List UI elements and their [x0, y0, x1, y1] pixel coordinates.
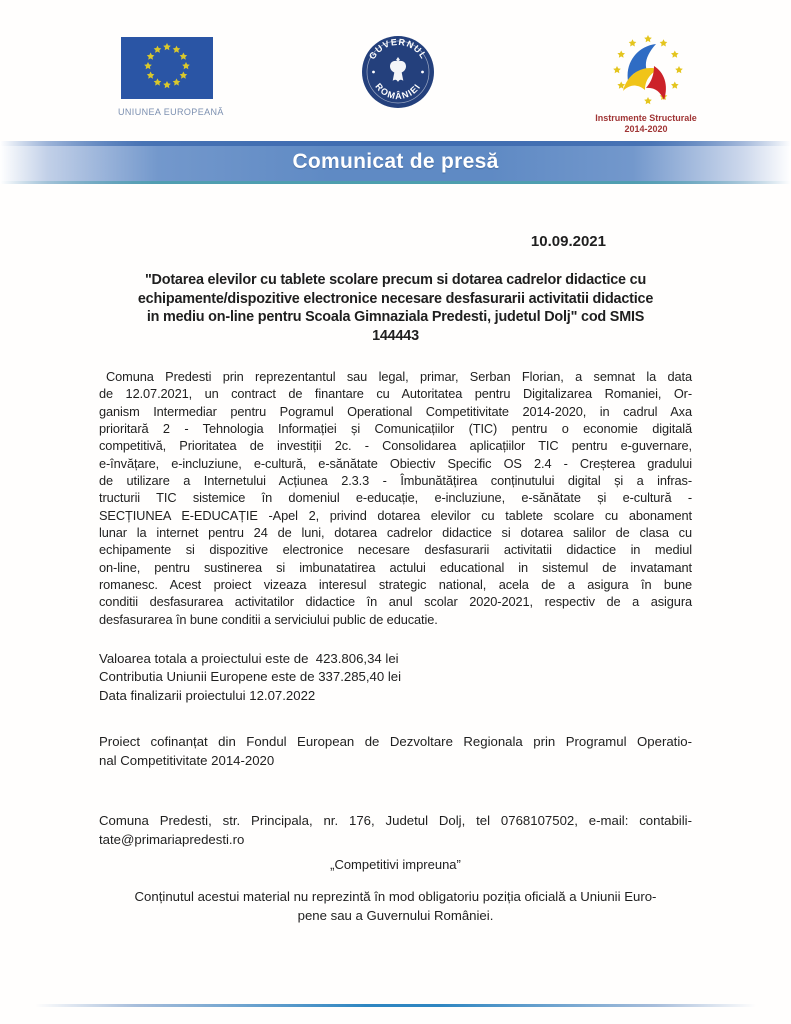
text-line: desfasurarea în bune conditii a serviciului public de educatie.: [99, 611, 438, 627]
contact-info: [99, 812, 692, 849]
text-line: nal Competitivitate 2014-2020: [99, 752, 275, 768]
text-line: Comuna Predesti, str. Principala, nr. 176, Judetul Dolj, tel 0768107502, e-mail: contabili-: [99, 813, 692, 828]
structural-instruments-logo: [594, 33, 698, 135]
program-motto: „Competitivi impreuna”: [330, 857, 461, 872]
text-line: ganism Intermediar pentru Pogramul Operational Competitivitate 2014-2020, in cadrul Axa: [99, 403, 692, 419]
structural-instruments-caption: [594, 113, 698, 135]
text-line: Valoarea totala a proiectului este de 423.806,34 lei: [99, 651, 399, 666]
text-line: in mediu on-line pentru Scoala Gimnaziala Predesti, judetul Dolj" cod SMIS: [146, 309, 645, 326]
disclaimer: [99, 888, 692, 925]
text-line: de utilizare a Internetului Acțiunea 2.3.3 - Îmbunătățirea conținutului digital și a infras-: [99, 473, 692, 489]
text-line: lunar la internet pentru 24 de luni, dotarea cadrelor didactice si dotarea salilor de clasa cu: [99, 525, 692, 541]
body-paragraph: [99, 368, 692, 628]
eu-flag-caption: UNIUNEA EUROPEANĂ: [118, 107, 224, 117]
structural-caption-line1: Instrumente Structurale: [595, 113, 697, 123]
text-line: 144443: [372, 327, 419, 344]
text-line: tructurii TIC sistemice în domeniul e-educație, e-incluziune, e-sănătate și e-cultură -: [99, 490, 692, 506]
text-line: "Dotarea elevilor cu tablete scolare precum si dotarea cadrelor didactice cu: [144, 272, 647, 288]
romanian-government-seal: [358, 33, 438, 116]
footer-rule: [35, 1004, 756, 1007]
structural-caption-line2: 2014-2020: [624, 124, 668, 134]
text-line: conditii desfasurarea activitatilor didactice în anul scolar 2020-2021, respectiv de a asigura: [99, 594, 692, 610]
press-release-banner: [0, 141, 791, 184]
text-line: pene sau a Guvernului României.: [297, 907, 494, 923]
text-line: tate@primariapredesti.ro: [99, 831, 245, 847]
document-date: 10.09.2021: [530, 233, 606, 250]
government-seal-icon: [359, 33, 437, 111]
eu-flag-icon: [121, 37, 213, 99]
project-facts: [99, 650, 692, 705]
header-logos: [0, 33, 791, 143]
text-line: Data finalizarii proiectului 12.07.2022: [99, 687, 316, 703]
text-line: Conținutul acestui material nu reprezintă în mod obligatoriu poziția oficială a Uniunii Euro-: [134, 889, 657, 904]
eu-flag-logo: [118, 37, 224, 117]
text-line: on-line, pentru sustinerea si imbunatatirea actului educational in sistemul de invatamant: [99, 559, 692, 575]
text-line: e-învățare, e-incluziune, e-cultură, e-sănătate Obiectiv Specific OS 2.4 - Creșterea gradului: [99, 455, 692, 471]
text-line: Contributia Uniunii Europene este de 337.285,40 lei: [99, 669, 402, 685]
text-line: Proiect cofinanțat din Fondul European de Dezvoltare Regionala prin Programul Operatio-: [99, 734, 692, 749]
text-line: echipamente si dispozitive electronice necesare desfasurarii activitatii didactice in mediul: [99, 542, 692, 558]
text-line: de 12.07.2021, un contract de finantare cu Autoritatea pentru Digitalizarea Romaniei, Or-: [99, 386, 692, 402]
text-line: competitivă, Prioritatea de investiții 2c. - Consolidarea aplicațiilor TIC pentru e-guvernare,: [99, 438, 692, 454]
text-line: prioritară 2 - Tehnologia Informației și Comunicațiilor (TIC) pentru o economie digitală: [99, 421, 692, 437]
document-title: [99, 271, 692, 345]
text-line: Comuna Predesti prin reprezentantul sau legal, primar, Serban Florian, a semnat la data: [106, 369, 692, 384]
text-line: echipamente/dispozitive electronice necesare desfasurarii activitatii didactice: [137, 290, 654, 307]
seal-text-bottom: ROMÂNIEI: [373, 81, 423, 102]
text-line: romanesc. Acest proiect vizeaza interesul strategic national, acela de a asigura în bune: [99, 577, 692, 593]
text-line: SECȚIUNEA E-EDUCAȚIE -Apel 2, privind dotarea elevilor cu tablete scolare cu abonament: [99, 507, 692, 523]
banner-title: Comunicat de presă: [292, 150, 499, 173]
cofinancing-note: [99, 733, 692, 770]
seal-text-top: GUVERNUL: [366, 36, 430, 62]
structural-instruments-icon: [596, 33, 696, 107]
